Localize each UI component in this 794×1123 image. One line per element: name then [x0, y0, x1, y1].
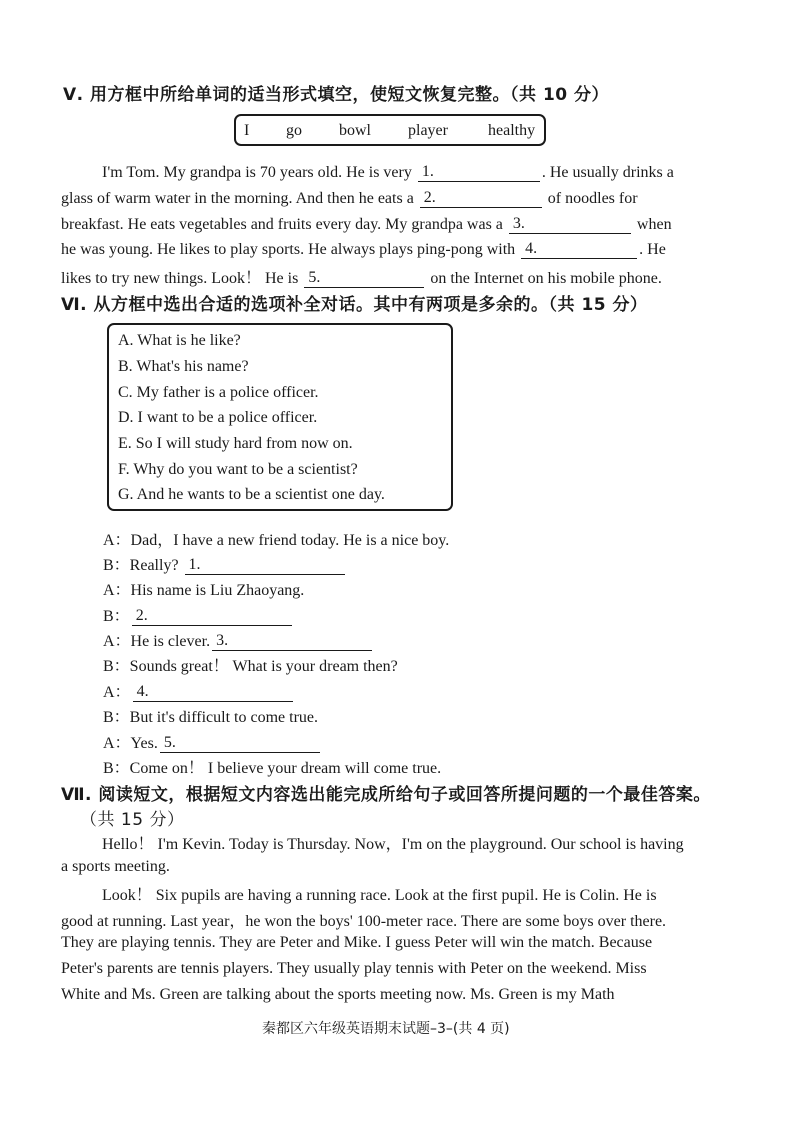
passage-text: he was young. He likes to play sports. He always plays ping-pong with: [61, 241, 516, 258]
passage-text: . He usually drinks a: [541, 164, 674, 181]
section-6-heading: Ⅵ. 从方框中选出合适的选项补全对话。其中有两项是多余的。（共 15 分）: [61, 295, 648, 315]
dialogue-blank-5[interactable]: 5.: [160, 734, 320, 753]
word-box-item: bowl: [339, 122, 371, 139]
word-box-item: I: [244, 122, 250, 139]
dialogue-blank-3[interactable]: 3.: [212, 632, 372, 651]
dialogue-line: A： 4.: [103, 679, 295, 702]
option-item: B. What's his name?: [118, 358, 249, 375]
passage-text: . He: [639, 241, 666, 258]
word-box-item: player: [408, 122, 448, 139]
dialogue-blank-4[interactable]: 4.: [133, 683, 293, 702]
dialogue-line: A：Yes. 5.: [103, 730, 322, 753]
passage-line: [61, 240, 666, 259]
passage-line: [61, 215, 672, 234]
reading-line: Peter's parents are tennis players. They usually play tennis with Peter on the weekend. Miss: [61, 960, 647, 977]
option-item: C. My father is a police officer.: [118, 384, 319, 401]
answer-blank-1[interactable]: 1.: [418, 163, 540, 182]
reading-line: White and Ms. Green are talking about the sports meeting now. Ms. Green is my Math: [61, 986, 615, 1003]
dialogue-line: A：Dad，I have a new friend today. He is a nice boy.: [103, 532, 450, 549]
dialogue-blank-2[interactable]: 2.: [132, 607, 292, 626]
passage-text: of noodles for: [547, 190, 638, 207]
reading-line: good at running. Last year，he won the boys' 100-meter race. There are some boys over there.: [61, 913, 667, 930]
options-box: [107, 323, 453, 511]
reading-line: Look！ Six pupils are having a running race. Look at the first pupil. He is Colin. He is: [102, 887, 657, 904]
passage-text: likes to try new things. Look！ He is: [61, 270, 299, 287]
passage-text: glass of warm water in the morning. And then he eats a: [61, 190, 414, 207]
answer-blank-5[interactable]: 5.: [304, 269, 424, 288]
passage-line: [61, 265, 662, 288]
option-item: E. So I will study hard from now on.: [118, 435, 353, 452]
option-item: G. And he wants to be a scientist one day.: [118, 486, 385, 503]
option-item: D. I want to be a police officer.: [118, 409, 318, 426]
passage-line: [61, 189, 638, 208]
reading-line: They are playing tennis. They are Peter and Mike. I guess Peter will win the match. Because: [61, 934, 653, 951]
dialogue-line: A：His name is Liu Zhaoyang.: [103, 582, 305, 599]
page-footer: 秦都区六年级英语期末试题–3–(共 4 页): [262, 1021, 510, 1037]
section-7-score: （共 15 分）: [80, 810, 185, 830]
dialogue-line: B：Really? 1.: [103, 552, 347, 575]
option-item: F. Why do you want to be a scientist?: [118, 461, 358, 478]
passage-text: when: [636, 216, 672, 233]
dialogue-line: B：Sounds great！ What is your dream then?: [103, 658, 398, 675]
dialogue-blank-1[interactable]: 1.: [185, 556, 345, 575]
section-5-heading: Ⅴ. 用方框中所给单词的适当形式填空，使短文恢复完整。（共 10 分）: [63, 85, 610, 105]
section-7-heading: Ⅶ. 阅读短文，根据短文内容选出能完成所给句子或回答所提问题的一个最佳答案。: [61, 785, 711, 805]
option-item: A. What is he like?: [118, 332, 241, 349]
reading-line: a sports meeting.: [61, 858, 170, 875]
word-box-item: go: [286, 122, 302, 139]
answer-blank-4[interactable]: 4.: [521, 240, 637, 259]
passage-line: [102, 163, 674, 182]
dialogue-line: A：He is clever. 3.: [103, 628, 374, 651]
passage-text: on the Internet on his mobile phone.: [430, 270, 662, 287]
reading-line: Hello！ I'm Kevin. Today is Thursday. Now，I'm on the playground. Our school is having: [102, 836, 684, 853]
answer-blank-3[interactable]: 3.: [509, 215, 631, 234]
dialogue-line: B：But it's difficult to come true.: [103, 709, 319, 726]
answer-blank-2[interactable]: 2.: [420, 189, 542, 208]
passage-text: I'm Tom. My grandpa is 70 years old. He is very: [102, 164, 412, 181]
word-box-item: healthy: [488, 122, 536, 139]
dialogue-line: B：Come on！ I believe your dream will come true.: [103, 760, 442, 777]
word-box: [234, 114, 546, 146]
dialogue-line: B： 2.: [103, 603, 294, 626]
passage-text: breakfast. He eats vegetables and fruits every day. My grandpa was a: [61, 216, 503, 233]
